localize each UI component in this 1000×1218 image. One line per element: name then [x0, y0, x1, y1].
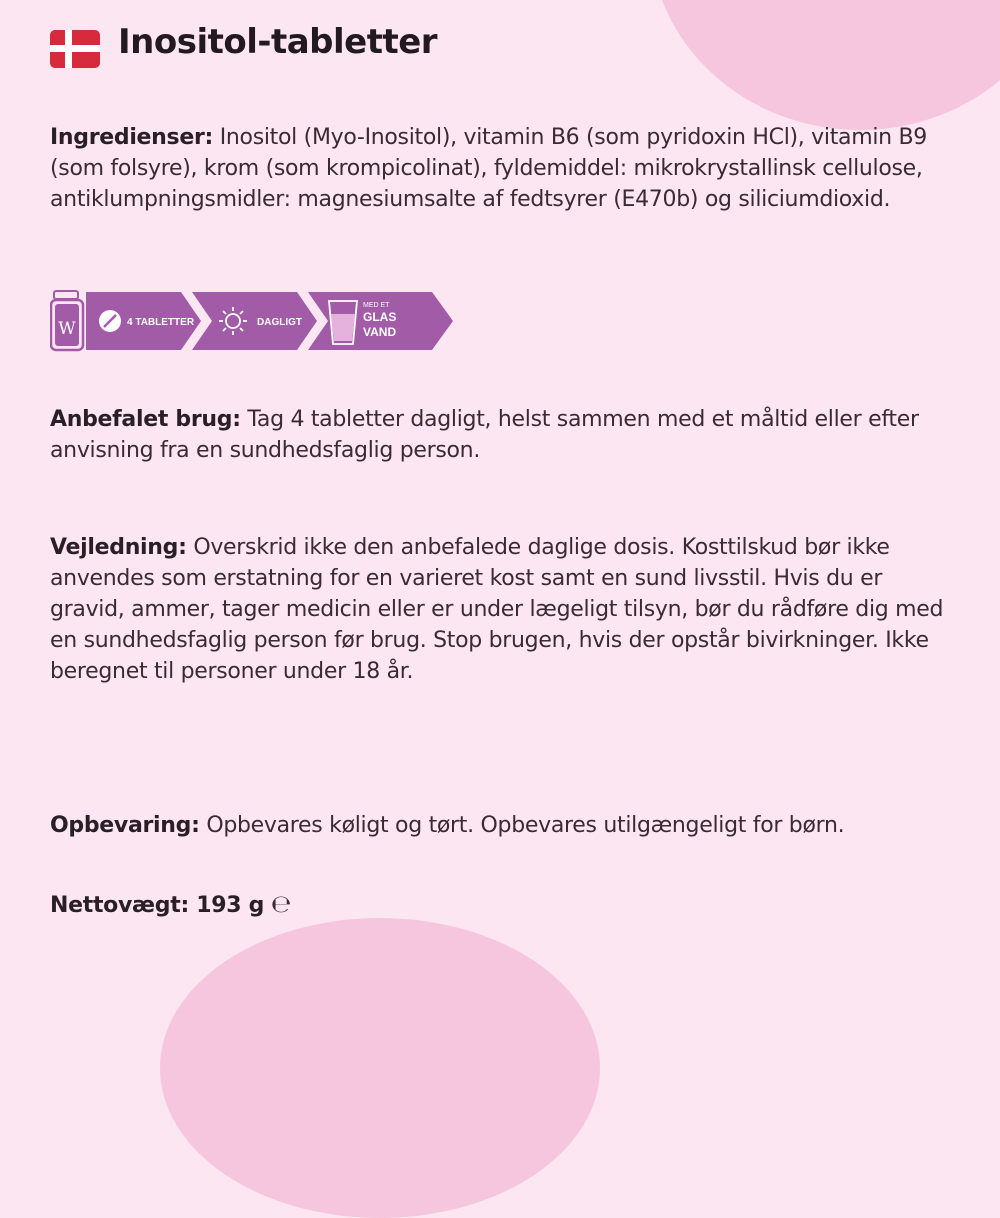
guidance-label: Vejledning: — [50, 535, 187, 560]
storage-section — [50, 810, 950, 841]
step-glass-line1: GLAS — [363, 310, 397, 324]
storage-label: Opbevaring: — [50, 813, 200, 838]
step-tablets-label: 4 TABLETTER — [127, 317, 195, 328]
step-glass-small: MED ET — [363, 302, 390, 309]
decorative-blob-bottom — [160, 918, 600, 1218]
tablet-icon — [99, 310, 121, 332]
net-weight-label: Nettovægt: 193 g — [50, 893, 265, 918]
usage-section — [50, 404, 950, 466]
net-weight-section — [50, 889, 950, 921]
usage-label: Anbefalet brug: — [50, 407, 241, 432]
ingredients-section — [50, 122, 950, 215]
decorative-blob-top — [650, 0, 1000, 130]
dosage-banner — [50, 290, 460, 352]
estimated-sign-icon: ℮ — [270, 890, 292, 918]
guidance-section — [50, 532, 950, 687]
storage-text: Opbevares køligt og tørt. Opbevares utilgængeligt for børn. — [206, 813, 845, 838]
supplement-jar-icon — [51, 291, 83, 350]
jar-logo: W — [58, 319, 76, 339]
guidance-text: Overskrid ikke den anbefalede daglige dosis. Kosttilskud bør ikke anvendes som erstatning for en varieret kost samt en sund livsstil. Hvis du er gravid, ammer, tager medicin eller er under lægeligt tilsyn, bør du rådføre dig med en sundhedsfaglig person før brug. Stop brugen, hvis der opstår bivirkninger. Ikke beregnet til personer under 18 år. — [50, 535, 944, 684]
page-title: Inositol-tabletter — [118, 22, 438, 62]
usage-text: Tag 4 tabletter dagligt, helst sammen med et måltid eller efter anvisning fra en sundhedsfaglig person. — [50, 407, 919, 463]
ingredients-label: Ingredienser: — [50, 125, 214, 150]
ingredients-text: Inositol (Myo-Inositol), vitamin B6 (som pyridoxin HCl), vitamin B9 (som folsyre), krom (som krompicolinat), fyldemiddel: mikrokrystallinsk cellulose, antiklumpningsmidler: magnesiumsalte af fedtsyrer (E470b) og siliciumdioxid. — [50, 125, 927, 212]
step-glass-line2: VAND — [363, 325, 397, 339]
step-daily-label: DAGLIGT — [257, 317, 302, 328]
denmark-flag-icon — [50, 30, 100, 68]
